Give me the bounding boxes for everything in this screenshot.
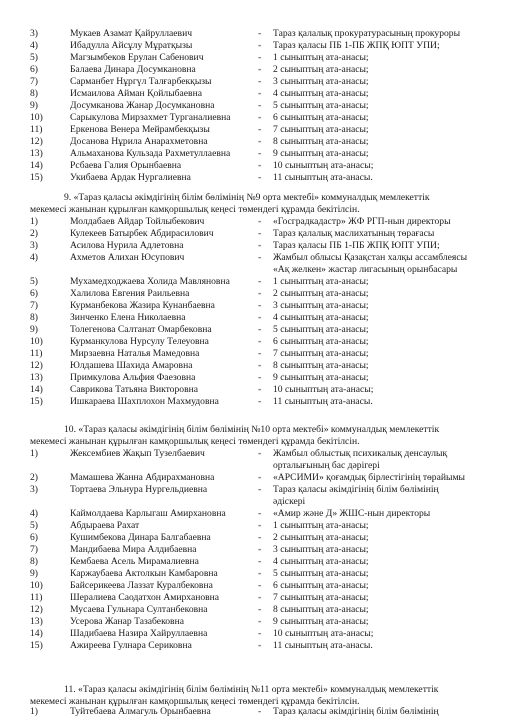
list-item	[0, 484, 510, 508]
member-role: 2 сыныптың ата-анасы;	[273, 64, 369, 75]
list-item	[0, 88, 510, 100]
item-number: 13)	[30, 372, 43, 383]
list-item	[0, 520, 510, 532]
member-name: Саврикова Татьяна Викторовна	[70, 384, 198, 395]
item-number: 15)	[30, 172, 43, 183]
member-name: Курманкулова Нурсулу Телеуовна	[70, 336, 209, 347]
member-role: 5 сыныптың ата-анасы;	[273, 100, 369, 111]
item-dash: -	[258, 324, 262, 335]
list-item	[0, 100, 510, 112]
member-role-continued: әдіскері	[273, 496, 306, 507]
member-role: Тараз қаласы ПБ 1-ПБ ЖПҚ ЮПТ УПИ;	[273, 240, 440, 251]
member-role: 4 сыныптың ата-анасы;	[273, 556, 369, 567]
list-item	[0, 472, 510, 484]
member-role: 3 сыныптың ата-анасы;	[273, 544, 369, 555]
section-10-list	[0, 448, 510, 652]
list-item	[0, 532, 510, 544]
member-name: Укибаева Ардак Нургалиевна	[70, 172, 191, 183]
item-number: 9)	[30, 324, 38, 335]
item-dash: -	[258, 276, 262, 287]
section-11-title-line2: мекемесі жанынан құрылған камқоршылық кеңесі төмендегі құрамда бекітілсін.	[30, 696, 360, 707]
list-item	[0, 172, 510, 184]
item-dash: -	[258, 592, 262, 603]
item-number: 14)	[30, 384, 43, 395]
member-name: Альмаханова Кульзада Рахметуллаевна	[70, 148, 231, 159]
member-role: 1 сыныптың ата-анасы;	[273, 520, 369, 531]
list-item	[0, 360, 510, 372]
member-name: Молдабаев Айдар Тойлыбекович	[70, 216, 205, 227]
list-item	[0, 160, 510, 172]
item-number: 7)	[30, 300, 38, 311]
member-role: 8 сыныптың ата-анасы;	[273, 604, 369, 615]
list-item	[0, 136, 510, 148]
item-dash: -	[258, 640, 262, 651]
member-name: Кушимбекова Динара Балгабаевна	[70, 532, 211, 543]
member-name: Усерова Жанар Тазабековна	[70, 616, 184, 627]
item-number: 12)	[30, 360, 43, 371]
member-role-continued: орталығының бас дәрігері	[273, 460, 380, 471]
member-role: Тараз қаласы әкімдігінің білім бөлімінің	[273, 706, 439, 717]
item-dash: -	[258, 372, 262, 383]
item-dash: -	[258, 40, 262, 51]
item-number: 13)	[30, 616, 43, 627]
member-name: Ибадулла Айсұлу Мұратқызы	[70, 40, 193, 51]
member-name: Балаева Динара Досумкановна	[70, 64, 196, 75]
list-item	[0, 448, 510, 472]
member-name: Ишкараева Шахплохон Махмудовна	[70, 396, 219, 407]
member-name: Мусаева Гульнара Султанбековна	[70, 604, 208, 615]
list-item	[0, 64, 510, 76]
list-item	[0, 124, 510, 136]
member-name: Сарыкулова Мирзахмет Турганалиевна	[70, 112, 231, 123]
list-item	[0, 592, 510, 604]
member-role: 7 сыныптың ата-анасы;	[273, 124, 369, 135]
item-number: 2)	[30, 472, 38, 483]
item-number: 9)	[30, 100, 38, 111]
member-name: Каймолдаева Карлыгаш Амирхановна	[70, 508, 226, 519]
item-dash: -	[258, 240, 262, 251]
item-dash: -	[258, 148, 262, 159]
item-dash: -	[258, 28, 262, 39]
list-item	[0, 216, 510, 228]
member-role: 4 сыныптың ата-анасы;	[273, 88, 369, 99]
list-item	[0, 288, 510, 300]
item-dash: -	[258, 628, 262, 639]
item-number: 6)	[30, 64, 38, 75]
member-name: Ахметов Алихан Юсупович	[70, 252, 185, 263]
item-number: 1)	[30, 706, 38, 717]
item-dash: -	[258, 172, 262, 183]
item-number: 14)	[30, 628, 43, 639]
item-dash: -	[258, 360, 262, 371]
list-item	[0, 312, 510, 324]
item-number: 10)	[30, 112, 43, 123]
item-dash: -	[258, 336, 262, 347]
member-role: 2 сыныптың ата-анасы;	[273, 532, 369, 543]
member-role: «Амир және Д» ЖШС-нын директоры	[273, 508, 431, 519]
member-name: Курманбекова Жазира Кунанбаевна	[70, 300, 215, 311]
item-dash: -	[258, 348, 262, 359]
item-dash: -	[258, 52, 262, 63]
member-name: Мирзаевна Наталья Мамедовна	[70, 348, 200, 359]
item-dash: -	[258, 300, 262, 311]
member-name: Юлдашева Шахида Амаровна	[70, 360, 193, 371]
item-number: 7)	[30, 544, 38, 555]
member-role: 8 сыныптың ата-анасы;	[273, 360, 369, 371]
item-number: 8)	[30, 556, 38, 567]
member-role: 8 сыныптың ата-анасы;	[273, 136, 369, 147]
member-role: 6 сыныптың ата-анасы;	[273, 336, 369, 347]
item-dash: -	[258, 228, 262, 239]
item-number: 7)	[30, 76, 38, 87]
member-role: «АРСИМИ» қоғамдық бірлестігінің төрайымы	[273, 472, 465, 483]
list-item	[0, 52, 510, 64]
list-item	[0, 76, 510, 88]
item-dash: -	[258, 64, 262, 75]
member-name: Еркенова Венера Мейрамбекқызы	[70, 124, 210, 135]
member-name: Шералиева Саодатхон Амирхановна	[70, 592, 220, 603]
item-number: 2)	[30, 228, 38, 239]
list-item	[0, 28, 510, 40]
item-number: 12)	[30, 136, 43, 147]
member-role: Жамбыл облыстық психикалық денсаулық	[273, 448, 448, 459]
section-11-title-line1: 11. «Тараз қаласы әкімдігінің білім бөлімінің №11 орта мектебі» коммуналдық мемлекеттік	[64, 684, 439, 695]
member-name: Ажиреева Гулнара Сериковна	[70, 640, 192, 651]
item-dash: -	[258, 312, 262, 323]
member-role: Тараз қалалық прокуратурасының прокуроры	[273, 28, 461, 39]
item-number: 4)	[30, 40, 38, 51]
list-item	[0, 616, 510, 628]
item-dash: -	[258, 508, 262, 519]
section-9-list	[0, 216, 510, 408]
section-9-paragraph	[30, 192, 490, 216]
item-number: 11)	[30, 348, 43, 359]
member-role: 7 сыныптың ата-анасы;	[273, 592, 369, 603]
item-number: 10)	[30, 336, 43, 347]
item-dash: -	[258, 384, 262, 395]
list-item	[0, 556, 510, 568]
member-name: Мукаев Азамат Қайруллаевич	[70, 28, 193, 39]
item-dash: -	[258, 706, 262, 717]
member-role: 3 сыныптың ата-анасы;	[273, 300, 369, 311]
member-role: 10 сыныптың ата-анасы;	[273, 160, 374, 171]
item-number: 4)	[30, 508, 38, 519]
member-role: 10 сыныптың ата-анасы;	[273, 628, 374, 639]
section-11-paragraph	[30, 684, 490, 708]
member-name: Сарманбет Нұргүл Талғарбекқызы	[70, 76, 212, 87]
section-10-title-line1: 10. «Тараз қаласы әкімдігінің білім бөлімінің №10 орта мектебі» коммуналдық мемлекеттік	[64, 424, 440, 435]
section-10-paragraph	[30, 424, 490, 448]
list-item	[0, 276, 510, 288]
member-name: Шадибаева Назира Хайруллаевна	[70, 628, 208, 639]
item-number: 10)	[30, 580, 43, 591]
item-dash: -	[258, 532, 262, 543]
item-dash: -	[258, 112, 262, 123]
member-name: Каржаубаева Актолкын Камбаровна	[70, 568, 218, 579]
list-section-continued	[0, 28, 510, 184]
item-number: 8)	[30, 312, 38, 323]
section-9-title-line2: мекемесі жанынан құрылған камқоршылық кеңесі төмендегі құрамда бекітілсін.	[30, 204, 360, 215]
item-number: 11)	[30, 124, 43, 135]
item-dash: -	[258, 136, 262, 147]
item-number: 3)	[30, 484, 38, 495]
member-name: Байсерикеева Лаззат Куралбековна	[70, 580, 213, 591]
member-role: Тараз қаласы ПБ 1-ПБ ЖПҚ ЮПТ УПИ;	[273, 40, 440, 51]
member-name: Магзымбеков Ерулан Сабенович	[70, 52, 204, 63]
list-item	[0, 640, 510, 652]
item-number: 15)	[30, 396, 43, 407]
item-number: 6)	[30, 532, 38, 543]
list-item	[0, 112, 510, 124]
member-name: Халилова Евгения Раильевна	[70, 288, 190, 299]
member-name: Мухамедходжаева Холида Мавляновна	[70, 276, 230, 287]
item-number: 5)	[30, 52, 38, 63]
member-role: 9 сыныптың ата-анасы;	[273, 148, 369, 159]
member-name: Мамашева Жанна Абдирахмановна	[70, 472, 215, 483]
member-role: Тараз қалалық маслихатының төрағасы	[273, 228, 435, 239]
member-name: Досумканова Жанар Досумкановна	[70, 100, 215, 111]
list-item	[0, 544, 510, 556]
member-name: Кембаева Асель Мирамалиевна	[70, 556, 199, 567]
item-number: 12)	[30, 604, 43, 615]
item-dash: -	[258, 252, 262, 263]
list-item	[0, 384, 510, 396]
list-item	[0, 348, 510, 360]
member-name: Тортаева Эльнура Нургельдиевна	[70, 484, 208, 495]
item-dash: -	[258, 216, 262, 227]
member-name: Абдыраева Рахат	[70, 520, 140, 531]
item-dash: -	[258, 568, 262, 579]
member-name: Рсбаева Галия Орынбаевна	[70, 160, 182, 171]
item-number: 4)	[30, 252, 38, 263]
list-item	[0, 336, 510, 348]
item-number: 5)	[30, 276, 38, 287]
list-item	[0, 580, 510, 592]
item-number: 3)	[30, 28, 38, 39]
member-role: 9 сыныптың ата-анасы;	[273, 616, 369, 627]
member-role: 4 сыныптың ата-анасы;	[273, 312, 369, 323]
list-item	[0, 240, 510, 252]
list-item	[0, 300, 510, 312]
list-item	[0, 228, 510, 240]
member-role-continued: «Ақ желкен» жастар лигасының орынбасары	[273, 264, 458, 275]
list-item	[0, 628, 510, 640]
item-number: 3)	[30, 240, 38, 251]
item-number: 13)	[30, 148, 43, 159]
item-number: 14)	[30, 160, 43, 171]
item-dash: -	[258, 604, 262, 615]
member-name: Исмаилова Айман Қойлыбаевна	[70, 88, 202, 99]
item-dash: -	[258, 544, 262, 555]
member-role: 11 сыныптың ата-анасы.	[273, 396, 373, 407]
member-role: 5 сыныптың ата-анасы;	[273, 568, 369, 579]
list-item	[0, 252, 510, 276]
item-dash: -	[258, 396, 262, 407]
member-role: 2 сыныптың ата-анасы;	[273, 288, 369, 299]
item-dash: -	[258, 100, 262, 111]
member-role: Жамбыл облысы Қазақстан халқы ассамблеясы	[273, 252, 468, 263]
member-role: 1 сыныптың ата-анасы;	[273, 52, 369, 63]
section-10-title-line2: мекемесі жанынан құрылған камқоршылық кеңесі төмендегі құрамда бекітілсін.	[30, 436, 360, 447]
member-role: 1 сыныптың ата-анасы;	[273, 276, 369, 287]
list-item	[0, 40, 510, 52]
item-dash: -	[258, 472, 262, 483]
member-name: Толегенова Салтанат Омарбековна	[70, 324, 212, 335]
item-number: 1)	[30, 216, 38, 227]
member-role: 9 сыныптың ата-анасы;	[273, 372, 369, 383]
item-dash: -	[258, 448, 262, 459]
member-name: Асилова Нурила Адлетовна	[70, 240, 184, 251]
item-dash: -	[258, 520, 262, 531]
member-role: Тараз қаласы әкімдігінің білім бөлімінің	[273, 484, 439, 495]
member-role: 7 сыныптың ата-анасы;	[273, 348, 369, 359]
section-9-title-line1: 9. «Тараз қаласы әкімдігінің білім бөлімінің №9 орта мектебі» коммуналдық мемлекеттік	[64, 192, 430, 203]
list-item	[0, 706, 510, 718]
section-11-list	[0, 706, 510, 718]
list-item	[0, 508, 510, 520]
member-role: 6 сыныптың ата-анасы;	[273, 580, 369, 591]
member-role: 5 сыныптың ата-анасы;	[273, 324, 369, 335]
member-name: Жексембиев Жақып Тузелбаевич	[70, 448, 205, 459]
member-name: Примкулова Альфия Фаезовна	[70, 372, 196, 383]
item-dash: -	[258, 124, 262, 135]
member-role: 11 сыныптың ата-анасы.	[273, 172, 373, 183]
item-dash: -	[258, 556, 262, 567]
member-role: 11 сыныптың ата-анасы.	[273, 640, 373, 651]
member-role: «Госградкадастр» ЖФ РГП-нын директоры	[273, 216, 451, 227]
item-dash: -	[258, 76, 262, 87]
item-dash: -	[258, 288, 262, 299]
member-name: Досанова Нұрила Анарахметовна	[70, 136, 208, 147]
item-number: 8)	[30, 88, 38, 99]
member-role: 10 сыныптың ата-анасы;	[273, 384, 374, 395]
item-dash: -	[258, 616, 262, 627]
item-dash: -	[258, 88, 262, 99]
list-item	[0, 396, 510, 408]
member-name: Мандибаева Мира Алдибаевна	[70, 544, 197, 555]
item-dash: -	[258, 160, 262, 171]
item-dash: -	[258, 580, 262, 591]
member-role: 3 сыныптың ата-анасы;	[273, 76, 369, 87]
item-number: 5)	[30, 520, 38, 531]
item-number: 6)	[30, 288, 38, 299]
member-name: Туйтебаева Алмагуль Орынбаевна	[70, 706, 211, 717]
member-role: 6 сыныптың ата-анасы;	[273, 112, 369, 123]
list-item	[0, 324, 510, 336]
list-item	[0, 604, 510, 616]
item-number: 9)	[30, 568, 38, 579]
item-number: 1)	[30, 448, 38, 459]
item-number: 15)	[30, 640, 43, 651]
member-name: Кулекеев Батырбек Абдирасилович	[70, 228, 214, 239]
list-item	[0, 568, 510, 580]
item-number: 11)	[30, 592, 43, 603]
list-item	[0, 372, 510, 384]
list-item	[0, 148, 510, 160]
item-dash: -	[258, 484, 262, 495]
member-name: Зинченко Елена Николаевна	[70, 312, 186, 323]
